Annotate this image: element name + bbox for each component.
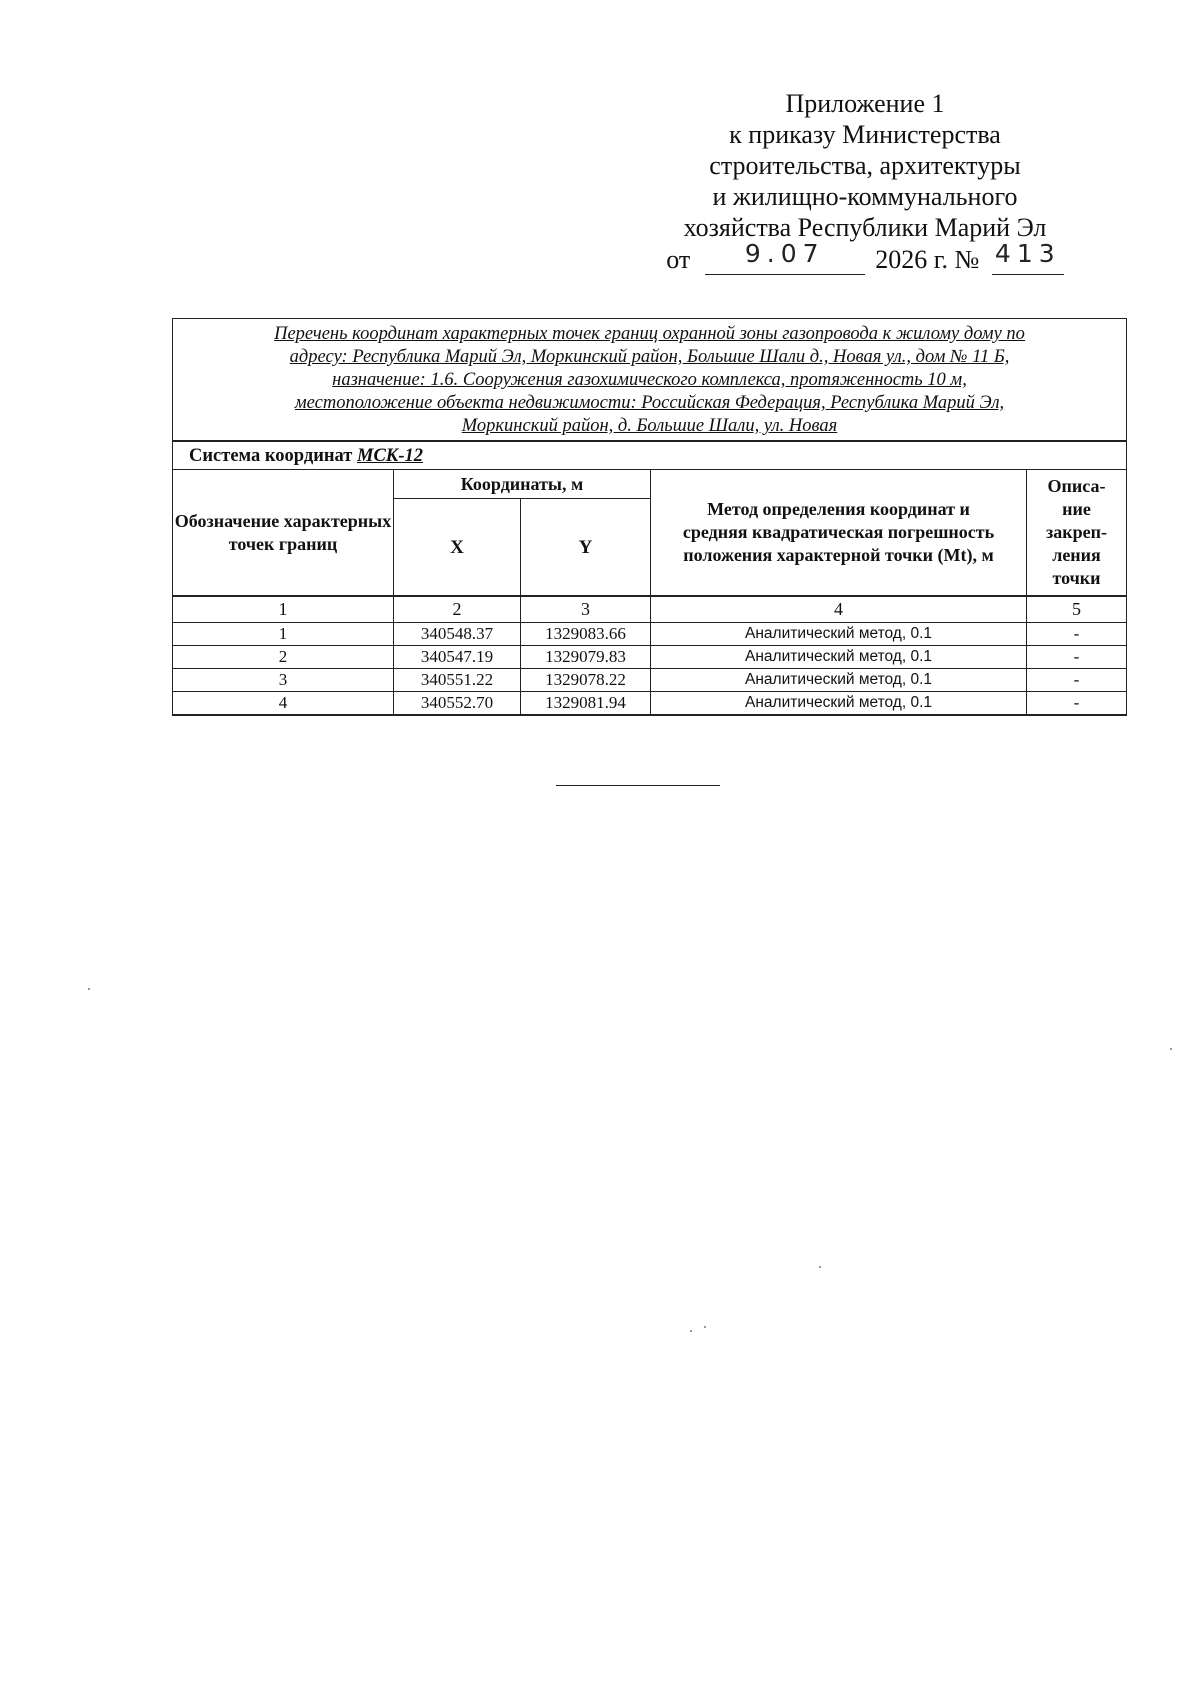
caption-line: адресу: Республика Марий Эл, Моркинский район, Большие Шали д., Новая ул., дом № 11 Б, <box>289 347 1010 367</box>
scan-speck <box>1170 1048 1172 1050</box>
table-row <box>173 692 1127 716</box>
date-prefix: от <box>666 245 691 274</box>
coord-system-label: Система координат <box>189 446 353 466</box>
coord-x: 340548.37 <box>394 623 521 646</box>
appendix-line-order: к приказу Министерства <box>729 120 1001 149</box>
header-row <box>173 470 1127 499</box>
number-blank <box>992 239 1064 275</box>
coord-system <box>173 441 1127 470</box>
header-description-line: закреп- <box>1046 522 1107 542</box>
table-row <box>173 623 1127 646</box>
caption-line: местоположение объекта недвижимости: Российская Федерация, Республика Марий Эл, <box>294 393 1005 413</box>
point-number: 1 <box>173 623 394 646</box>
header-description-line: ления <box>1052 545 1101 565</box>
coord-system-row <box>173 441 1127 470</box>
coord-y: 1329078.22 <box>521 669 651 692</box>
caption-row <box>173 319 1127 442</box>
point-description: - <box>1027 646 1127 669</box>
table-row <box>173 669 1127 692</box>
date-blank <box>705 239 865 275</box>
scan-speck <box>704 1326 706 1328</box>
column-number-row <box>173 596 1127 623</box>
column-number: 2 <box>394 596 521 623</box>
header-description-line: ние <box>1062 499 1091 519</box>
column-number: 3 <box>521 596 651 623</box>
handwritten-number: 413 <box>994 239 1061 268</box>
coord-x: 340552.70 <box>394 692 521 716</box>
point-number: 2 <box>173 646 394 669</box>
table-row <box>173 646 1127 669</box>
method: Аналитический метод, 0.1 <box>651 692 1027 716</box>
appendix-line-ministry: строительства, архитектуры <box>709 151 1021 180</box>
column-number: 4 <box>651 596 1027 623</box>
caption-line: Перечень координат характерных точек границ охранной зоны газопровода к жилому дому по <box>274 324 1025 344</box>
coord-x: 340547.19 <box>394 646 521 669</box>
point-number: 3 <box>173 669 394 692</box>
appendix-line-republic: хозяйства Республики Марий Эл <box>683 213 1047 242</box>
coordinates-table <box>172 318 1127 716</box>
header-description-line: Описа- <box>1047 476 1106 496</box>
header-description <box>1027 470 1127 597</box>
column-number: 1 <box>173 596 394 623</box>
order-date-line <box>640 239 1090 275</box>
scan-speck <box>690 1330 692 1332</box>
method: Аналитический метод, 0.1 <box>651 669 1027 692</box>
header-coordinates: Координаты, м <box>394 470 651 499</box>
point-description: - <box>1027 669 1127 692</box>
scan-speck <box>819 1266 821 1268</box>
handwritten-date: 9.07 <box>744 239 825 268</box>
appendix-line-housing: и жилищно-коммунального <box>712 182 1018 211</box>
method: Аналитический метод, 0.1 <box>651 623 1027 646</box>
caption-line: Моркинский район, д. Большие Шали, ул. Новая <box>461 416 838 436</box>
method: Аналитический метод, 0.1 <box>651 646 1027 669</box>
year-and-number-label: 2026 г. № <box>875 245 980 274</box>
table-caption <box>173 319 1127 442</box>
scan-speck <box>88 988 90 990</box>
coord-y: 1329083.66 <box>521 623 651 646</box>
header-method: Метод определения координат и средняя квадратическая погрешность положения характерной точки (Mt), м <box>651 470 1027 597</box>
header-description-line: точки <box>1052 568 1101 588</box>
header-designation: Обозначение характерных точек границ <box>173 470 394 597</box>
point-description: - <box>1027 692 1127 716</box>
coord-x: 340551.22 <box>394 669 521 692</box>
column-number: 5 <box>1027 596 1127 623</box>
appendix-title: Приложение 1 <box>785 89 945 118</box>
coord-y: 1329079.83 <box>521 646 651 669</box>
point-number: 4 <box>173 692 394 716</box>
point-description: - <box>1027 623 1127 646</box>
caption-line: назначение: 1.6. Сооружения газохимического комплекса, протяженность 10 м, <box>332 370 967 390</box>
header-x: X <box>394 499 521 597</box>
end-rule <box>556 785 720 786</box>
coord-system-value: МСК-12 <box>357 446 423 466</box>
coord-y: 1329081.94 <box>521 692 651 716</box>
header-y: Y <box>521 499 651 597</box>
appendix-header <box>640 88 1090 275</box>
